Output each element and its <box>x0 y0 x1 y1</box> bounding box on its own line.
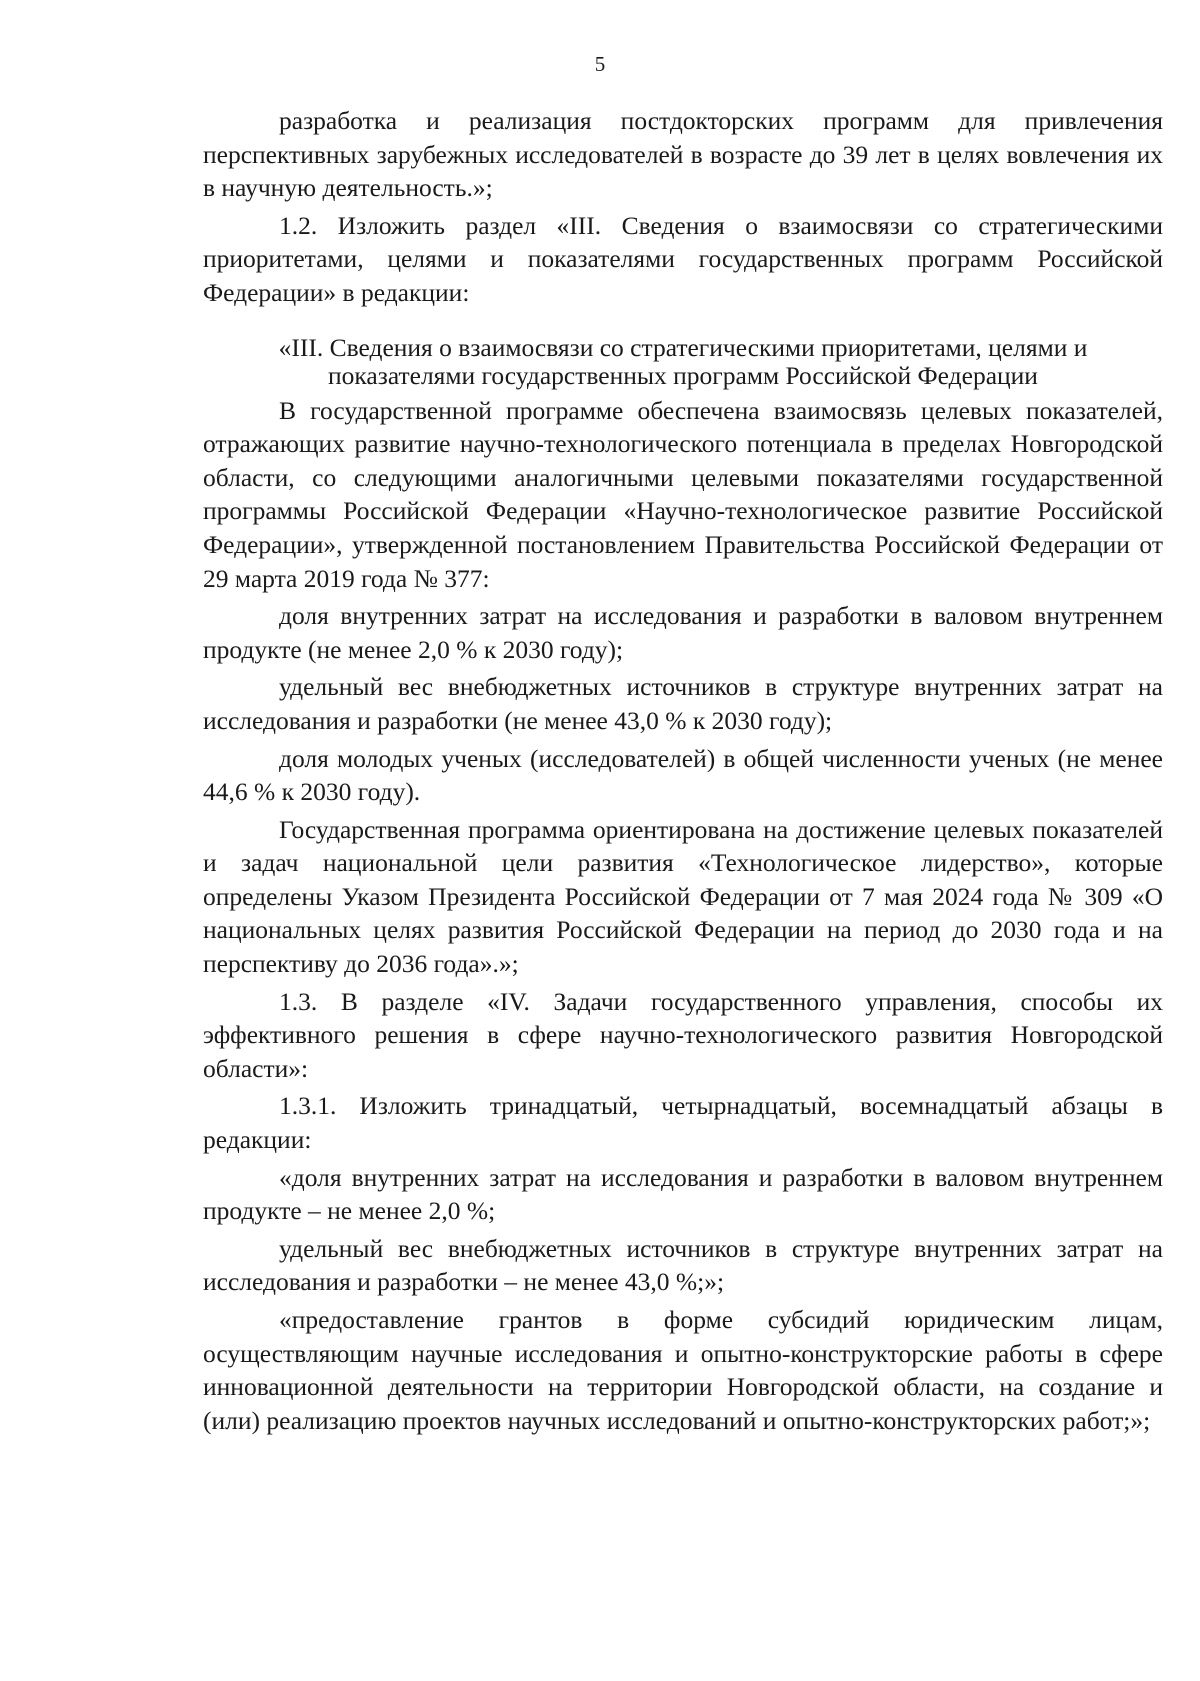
section-heading <box>203 334 1163 390</box>
paragraph: 1.3. В разделе «IV. Задачи государственного управления, способы их эффективного решения в сфере научно-технологического развития Новгородской области»: <box>203 986 1163 1083</box>
paragraph: «предоставление грантов в форме субсидий юридическим лицам, осуществляющим научные исследования и опытно-конструкторские работы в сфере инновационной деятельности на территории Новгородской области, на создание и (или) реализацию проектов научных исследований и опытно-конструкторских работ;»; <box>203 1305 1163 1435</box>
paragraph: 1.2. Изложить раздел «III. Сведения о взаимосвязи со стратегическими приоритетами, целями и показателями государственных программ Российской Федерации» в редакции: <box>203 210 1163 307</box>
paragraph: удельный вес внебюджетных источников в структуре внутренних затрат на исследования и разработки – не менее 43,0 %;»; <box>203 1233 1163 1297</box>
paragraph: В государственной программе обеспечена взаимосвязь целевых показателей, отражающих развитие научно-технологического потенциала в пределах Новгородской области, со следующими аналогичными целевыми показателями государственной программы Российской Федерации «Научно-технологическое развитие Российской Федерации», утвержденной постановлением Правительства Российской Федерации от 29 марта 2019 года № 377: <box>203 395 1163 593</box>
section-heading-line: показателями государственных программ Российской Федерации <box>328 360 1038 390</box>
document-body <box>203 104 1163 1441</box>
paragraph: удельный вес внебюджетных источников в структуре внутренних затрат на исследования и разработки (не менее 43,0 % к 2030 году); <box>203 672 1163 735</box>
section-heading-line: «III. Сведения о взаимосвязи со стратегическими приоритетами, целями и <box>278 332 1088 362</box>
paragraph: 1.3.1. Изложить тринадцатый, четырнадцатый, восемнадцатый абзацы в редакции: <box>203 1091 1163 1155</box>
page-number: 5 <box>594 52 606 76</box>
paragraph: «доля внутренних затрат на исследования и разработки в валовом внутреннем продукте – не менее 2,0 %; <box>203 1162 1163 1226</box>
paragraph: Государственная программа ориентирована на достижение целевых показателей и задач национальной цели развития «Технологическое лидерство», которые определены Указом Президента Российской Федерации от 7 мая 2024 года № 309 «О национальных целях развития Российской Федерации на период до 2030 года и на перспективу до 2036 года».»; <box>203 814 1163 979</box>
paragraph: доля внутренних затрат на исследования и разработки в валовом внутреннем продукте (не менее 2,0 % к 2030 году); <box>203 601 1163 664</box>
paragraph: разработка и реализация постдокторских программ для привлечения перспективных зарубежных исследователей в возрасте до 39 лет в целях вовлечения их в научную деятельность.»; <box>203 106 1163 203</box>
paragraph: доля молодых ученых (исследователей) в общей численности ученых (не менее 44,6 % к 2030 году). <box>203 743 1163 807</box>
